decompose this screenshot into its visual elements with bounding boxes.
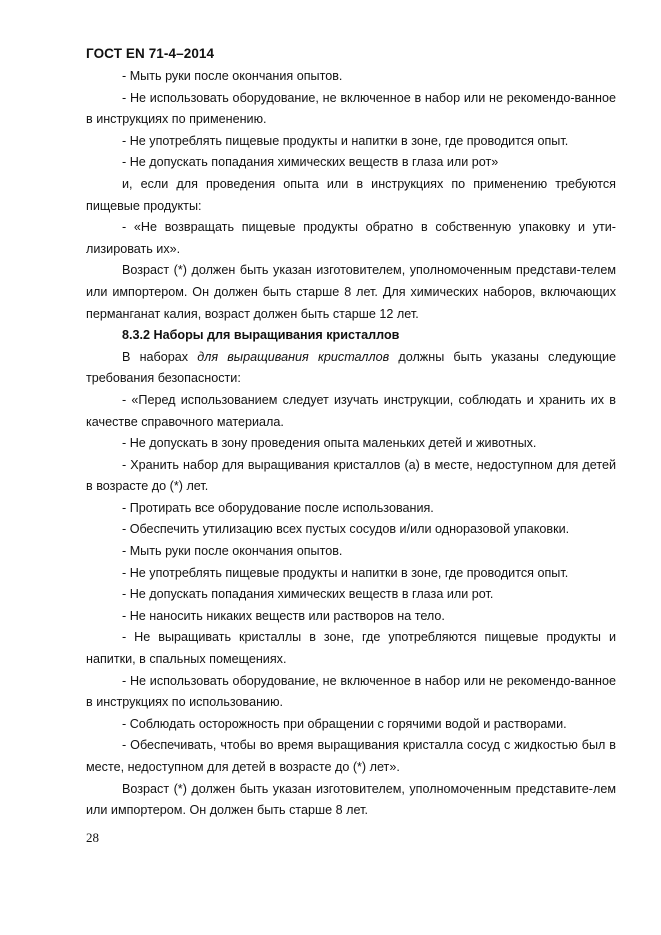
document-title: ГОСТ EN 71-4–2014 bbox=[86, 46, 215, 61]
intro-text-end: должны быть указаны следующие требования безопасности: bbox=[86, 349, 616, 386]
paragraph-intro bbox=[86, 347, 616, 390]
list-item: - Протирать все оборудование после использования. bbox=[122, 500, 434, 515]
list-item: - Мыть руки после окончания опытов. bbox=[122, 544, 343, 559]
intro-text-italic: для выращивания кристаллов bbox=[197, 349, 390, 364]
list-item: - Не употреблять пищевые продукты и напитки в зоне, где проводится опыт. bbox=[122, 133, 569, 148]
paragraph: и, если для проведения опыта или в инструкциях по применению требуются пищевые продукты: bbox=[86, 176, 616, 213]
paragraph-age-requirement: Возраст (*) должен быть указан изготовителем, уполномоченным представи-телем или импортером. Он должен быть старше 8 лет. Для химических наборов, включающих перманганат калия, возраст должен быть старше 12 лет. bbox=[86, 263, 616, 321]
list-item: - Обеспечить утилизацию всех пустых сосудов и/или одноразовой упаковки. bbox=[122, 522, 570, 537]
intro-text-start: В наборах bbox=[122, 349, 198, 364]
page-number: 28 bbox=[86, 830, 99, 845]
list-item: - Не допускать в зону проведения опыта маленьких детей и животных. bbox=[122, 436, 537, 451]
list-item: - Обеспечивать, чтобы во время выращивания кристалла сосуд с жидкостью был в месте, недоступном для детей в возрасте до (*) лет». bbox=[86, 738, 616, 774]
section-heading: 8.3.2 Наборы для выращивания кристаллов bbox=[122, 328, 400, 343]
list-item: - Не использовать оборудование, не включенное в набор или не рекомендо-ванное в инструкциях по использованию. bbox=[86, 673, 616, 710]
document-page bbox=[86, 44, 616, 822]
list-item: - Не употреблять пищевые продукты и напитки в зоне, где проводится опыт. bbox=[122, 565, 569, 580]
list-item: - Не допускать попадания химических веществ в глаза или рот. bbox=[122, 587, 494, 602]
list-item: - «Не возвращать пищевые продукты обратно в собственную упаковку и ути-лизировать их». bbox=[86, 220, 616, 256]
document-body bbox=[86, 66, 616, 822]
list-item: - Не использовать оборудование, не включенное в набор или не рекомендо-ванное в инструкциях по применению. bbox=[86, 90, 616, 127]
list-item: - Мыть руки после окончания опытов. bbox=[122, 69, 343, 83]
list-item: - «Перед использованием следует изучать инструкции, соблюдать и хранить их в качестве справочного материала. bbox=[86, 392, 616, 429]
list-item: - Хранить набор для выращивания кристаллов (а) в месте, недоступном для детей в возрасте до (*) лет. bbox=[86, 457, 616, 494]
paragraph-age-requirement: Возраст (*) должен быть указан изготовителем, уполномоченным представите-лем или импортером. Он должен быть старше 8 лет. bbox=[86, 781, 616, 818]
list-item: - Не допускать попадания химических веществ в глаза или рот» bbox=[122, 155, 499, 170]
list-item: - Соблюдать осторожность при обращении с горячими водой и растворами. bbox=[122, 716, 567, 731]
list-item: - Не наносить никаких веществ или растворов на тело. bbox=[122, 608, 445, 623]
list-item: - Не выращивать кристаллы в зоне, где употребляются пищевые продукты и напитки, в спальных помещениях. bbox=[86, 630, 616, 667]
